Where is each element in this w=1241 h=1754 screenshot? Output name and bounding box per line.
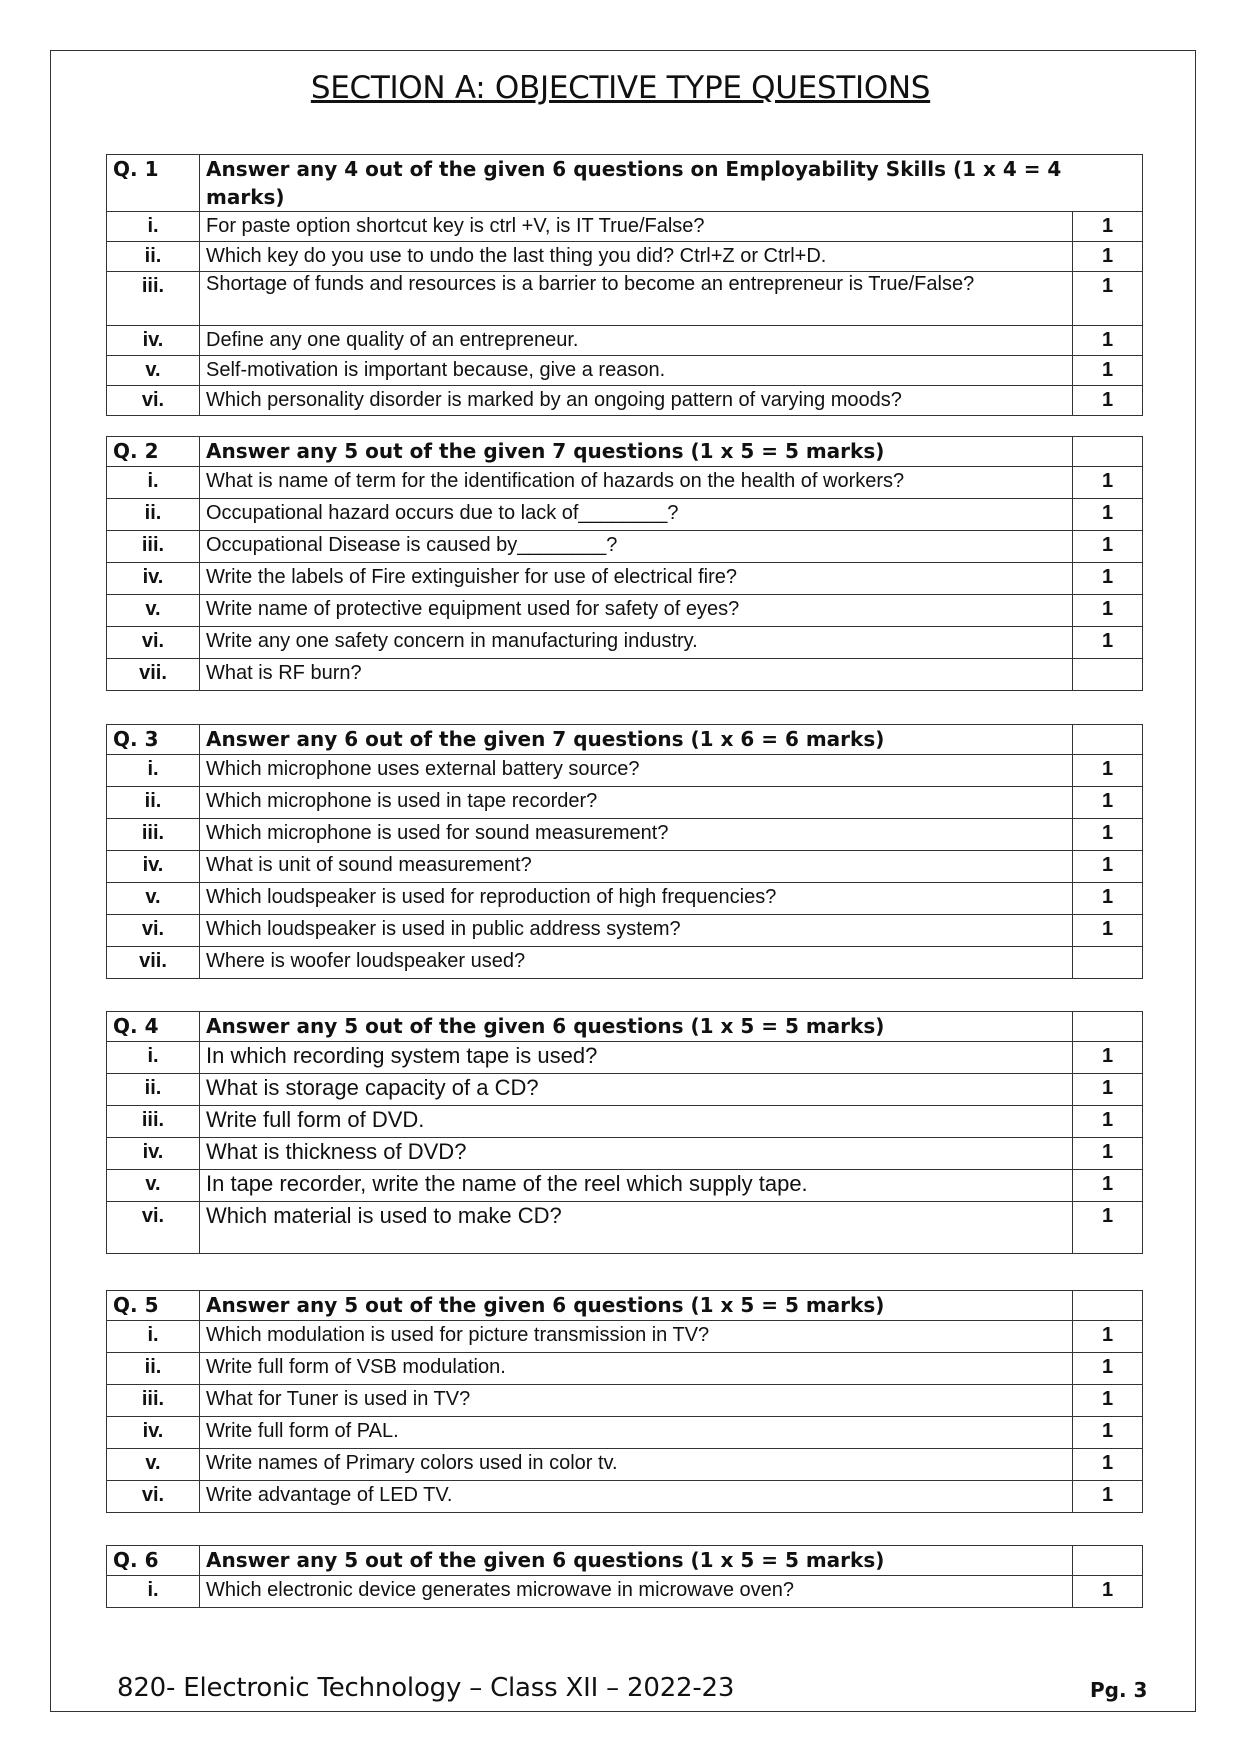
item-text: In tape recorder, write the name of the reel which supply tape. <box>200 1170 1073 1202</box>
header-marks-cell <box>1073 437 1143 467</box>
table-row <box>107 1106 1143 1138</box>
item-text: What is name of term for the identification of hazards on the health of workers? <box>200 467 1073 499</box>
item-roman: vi. <box>107 386 200 416</box>
item-marks: 1 <box>1073 1106 1143 1138</box>
item-roman: iv. <box>107 1138 200 1170</box>
item-marks: 1 <box>1073 1385 1143 1417</box>
item-text: Write full form of PAL. <box>200 1417 1073 1449</box>
item-marks: 1 <box>1073 595 1143 627</box>
item-text: In which recording system tape is used? <box>200 1042 1073 1074</box>
question-instruction: Answer any 5 out of the given 6 questions (1 x 5 = 5 marks) <box>200 1291 1073 1321</box>
item-marks: 1 <box>1073 386 1143 416</box>
item-text: Write advantage of LED TV. <box>200 1481 1073 1513</box>
item-roman: ii. <box>107 787 200 819</box>
table-row <box>107 1042 1143 1074</box>
item-marks: 1 <box>1073 1170 1143 1202</box>
question-table-3 <box>106 724 1143 979</box>
header-marks-cell <box>1073 1546 1143 1576</box>
item-marks: 1 <box>1073 1138 1143 1170</box>
table-row <box>107 947 1143 979</box>
table-row <box>107 1202 1143 1254</box>
question-table-6 <box>106 1545 1143 1608</box>
item-marks: 1 <box>1073 1449 1143 1481</box>
question-table-1 <box>106 154 1143 416</box>
item-text: Which loudspeaker is used for reproduction of high frequencies? <box>200 883 1073 915</box>
item-text: Which key do you use to undo the last thing you did? Ctrl+Z or Ctrl+D. <box>200 242 1073 272</box>
item-marks: 1 <box>1073 819 1143 851</box>
table-row <box>107 1138 1143 1170</box>
item-roman: v. <box>107 356 200 386</box>
item-marks: 1 <box>1073 883 1143 915</box>
item-text: Which microphone uses external battery source? <box>200 755 1073 787</box>
item-roman: iii. <box>107 272 200 326</box>
item-marks: 1 <box>1073 563 1143 595</box>
item-marks: 1 <box>1073 755 1143 787</box>
table-row <box>107 242 1143 272</box>
table-row <box>107 1449 1143 1481</box>
item-marks: 1 <box>1073 272 1143 326</box>
item-roman: iii. <box>107 1385 200 1417</box>
table-row <box>107 595 1143 627</box>
table-row <box>107 1170 1143 1202</box>
table-row <box>107 1353 1143 1385</box>
item-roman: v. <box>107 1170 200 1202</box>
question-number: Q. 2 <box>107 437 200 467</box>
table-row <box>107 212 1143 242</box>
item-roman: vi. <box>107 627 200 659</box>
item-roman: iii. <box>107 1106 200 1138</box>
item-roman: ii. <box>107 499 200 531</box>
table-row <box>107 915 1143 947</box>
question-number: Q. 1 <box>107 155 200 212</box>
question-instruction: Answer any 6 out of the given 7 questions (1 x 6 = 6 marks) <box>200 725 1073 755</box>
table-row <box>107 627 1143 659</box>
item-marks: 1 <box>1073 1417 1143 1449</box>
table-row <box>107 755 1143 787</box>
table-row <box>107 1576 1143 1608</box>
header-marks-cell <box>1073 1012 1143 1042</box>
item-text: For paste option shortcut key is ctrl +V, is IT True/False? <box>200 212 1073 242</box>
item-marks <box>1073 659 1143 691</box>
item-text: Occupational Disease is caused by________? <box>200 531 1073 563</box>
item-marks: 1 <box>1073 627 1143 659</box>
item-text: Which modulation is used for picture transmission in TV? <box>200 1321 1073 1353</box>
item-text: What is storage capacity of a CD? <box>200 1074 1073 1106</box>
item-marks: 1 <box>1073 1576 1143 1608</box>
table-row <box>107 1385 1143 1417</box>
table-row <box>107 1321 1143 1353</box>
item-text: Write any one safety concern in manufacturing industry. <box>200 627 1073 659</box>
page-number: Pg. 3 <box>1090 1678 1148 1702</box>
table-row <box>107 1417 1143 1449</box>
question-number: Q. 3 <box>107 725 200 755</box>
item-roman: iii. <box>107 531 200 563</box>
item-roman: vii. <box>107 659 200 691</box>
item-marks: 1 <box>1073 467 1143 499</box>
item-marks: 1 <box>1073 356 1143 386</box>
item-roman: iv. <box>107 326 200 356</box>
item-text: What for Tuner is used in TV? <box>200 1385 1073 1417</box>
header-marks-cell <box>1073 1291 1143 1321</box>
item-marks: 1 <box>1073 242 1143 272</box>
item-text: Write names of Primary colors used in color tv. <box>200 1449 1073 1481</box>
item-text: Which material is used to make CD? <box>200 1202 1073 1254</box>
table-row <box>107 787 1143 819</box>
item-roman: iv. <box>107 1417 200 1449</box>
header-marks-cell <box>1073 725 1143 755</box>
item-roman: iii. <box>107 819 200 851</box>
question-table-2 <box>106 436 1143 691</box>
item-roman: ii. <box>107 1074 200 1106</box>
item-text: Which microphone is used in tape recorder? <box>200 787 1073 819</box>
table-row <box>107 356 1143 386</box>
table-row <box>107 819 1143 851</box>
table-row <box>107 467 1143 499</box>
item-roman: v. <box>107 595 200 627</box>
item-marks: 1 <box>1073 531 1143 563</box>
question-instruction: Answer any 4 out of the given 6 questions on Employability Skills (1 x 4 = 4 marks) <box>200 155 1143 212</box>
item-text: Shortage of funds and resources is a barrier to become an entrepreneur is True/False? <box>200 272 1073 326</box>
item-marks: 1 <box>1073 212 1143 242</box>
item-text: What is RF burn? <box>200 659 1073 691</box>
question-instruction: Answer any 5 out of the given 6 questions (1 x 5 = 5 marks) <box>200 1546 1073 1576</box>
item-text: Occupational hazard occurs due to lack of________? <box>200 499 1073 531</box>
item-roman: i. <box>107 212 200 242</box>
footer-course: 820- Electronic Technology – Class XII – 2022-23 <box>117 1673 735 1703</box>
item-roman: vi. <box>107 915 200 947</box>
item-roman: v. <box>107 1449 200 1481</box>
question-number: Q. 4 <box>107 1012 200 1042</box>
item-text: Self-motivation is important because, give a reason. <box>200 356 1073 386</box>
item-marks: 1 <box>1073 1321 1143 1353</box>
table-row <box>107 531 1143 563</box>
section-title: SECTION A: OBJECTIVE TYPE QUESTIONS <box>310 70 931 106</box>
item-text: Which electronic device generates microwave in microwave oven? <box>200 1576 1073 1608</box>
question-number: Q. 5 <box>107 1291 200 1321</box>
table-row <box>107 1481 1143 1513</box>
item-text: Write name of protective equipment used for safety of eyes? <box>200 595 1073 627</box>
item-text: Define any one quality of an entrepreneur. <box>200 326 1073 356</box>
table-row <box>107 326 1143 356</box>
table-row <box>107 659 1143 691</box>
item-roman: i. <box>107 755 200 787</box>
item-roman: i. <box>107 1042 200 1074</box>
item-roman: iv. <box>107 563 200 595</box>
item-marks: 1 <box>1073 326 1143 356</box>
item-text: Write full form of DVD. <box>200 1106 1073 1138</box>
item-text: Which loudspeaker is used in public address system? <box>200 915 1073 947</box>
table-row <box>107 563 1143 595</box>
table-row <box>107 883 1143 915</box>
table-row <box>107 1074 1143 1106</box>
item-roman: i. <box>107 1576 200 1608</box>
item-marks: 1 <box>1073 851 1143 883</box>
item-roman: i. <box>107 467 200 499</box>
item-marks: 1 <box>1073 1074 1143 1106</box>
item-roman: iv. <box>107 851 200 883</box>
item-marks: 1 <box>1073 915 1143 947</box>
item-roman: vii. <box>107 947 200 979</box>
table-row <box>107 851 1143 883</box>
question-instruction: Answer any 5 out of the given 6 questions (1 x 5 = 5 marks) <box>200 1012 1073 1042</box>
item-text: What is unit of sound measurement? <box>200 851 1073 883</box>
table-row <box>107 499 1143 531</box>
item-marks: 1 <box>1073 499 1143 531</box>
item-text: Write full form of VSB modulation. <box>200 1353 1073 1385</box>
question-instruction: Answer any 5 out of the given 7 questions (1 x 5 = 5 marks) <box>200 437 1073 467</box>
item-text: Write the labels of Fire extinguisher for use of electrical fire? <box>200 563 1073 595</box>
item-roman: vi. <box>107 1202 200 1254</box>
question-number: Q. 6 <box>107 1546 200 1576</box>
table-row <box>107 386 1143 416</box>
item-roman: v. <box>107 883 200 915</box>
item-marks: 1 <box>1073 1353 1143 1385</box>
item-marks: 1 <box>1073 787 1143 819</box>
table-row <box>107 272 1143 326</box>
item-text: What is thickness of DVD? <box>200 1138 1073 1170</box>
item-roman: ii. <box>107 1353 200 1385</box>
item-text: Where is woofer loudspeaker used? <box>200 947 1073 979</box>
item-marks: 1 <box>1073 1042 1143 1074</box>
item-marks <box>1073 947 1143 979</box>
item-roman: i. <box>107 1321 200 1353</box>
item-text: Which personality disorder is marked by an ongoing pattern of varying moods? <box>200 386 1073 416</box>
item-text: Which microphone is used for sound measurement? <box>200 819 1073 851</box>
question-table-5 <box>106 1290 1143 1513</box>
item-marks: 1 <box>1073 1202 1143 1254</box>
question-table-4 <box>106 1011 1143 1254</box>
item-roman: vi. <box>107 1481 200 1513</box>
item-marks: 1 <box>1073 1481 1143 1513</box>
item-roman: ii. <box>107 242 200 272</box>
